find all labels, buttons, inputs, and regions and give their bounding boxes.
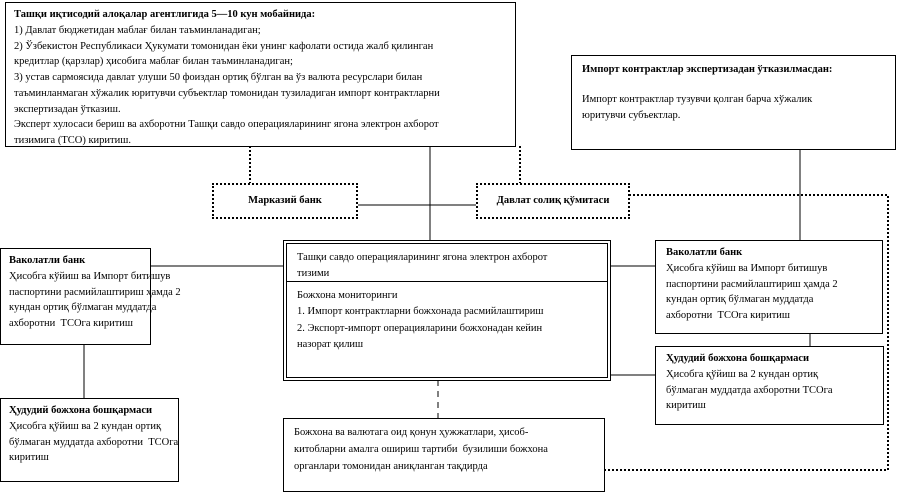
agency-expertise-line: таъминланмаган хўжалик юритувчи субъектлар томонидан тузиладиган импорт контрактларни xyxy=(14,87,440,99)
tax-committee-label: Давлат солиқ қўмитаси xyxy=(496,195,610,207)
left-bank-line: паспортини расмийлаштириш ҳамда 2 xyxy=(9,286,181,298)
right-bank-line: Ҳисобга кўйиш ва Импорт битишув xyxy=(666,262,828,274)
left-authorized-bank-box xyxy=(0,248,181,345)
left-regional-customs-box xyxy=(0,398,179,482)
violation-box xyxy=(283,418,605,492)
no-expertise-line: Импорт контрактлар тузувчи қолган барча хўжалик xyxy=(582,93,813,105)
no-expertise-line: юритувчи субъектлар. xyxy=(582,109,681,121)
right-bank-line: паспортини расмийлаштириш ҳамда 2 xyxy=(666,278,838,290)
agency-expertise-line: Эксперт хулосаси бериш ва ахборотни Ташқи савдо операцияларининг ягона электрон ахборот xyxy=(14,119,439,131)
left-bank-line: Ҳисобга кўйиш ва Импорт битишув xyxy=(9,270,171,282)
monitoring-title: Божхона мониторинги xyxy=(297,290,398,301)
right-customs-line: киритиш xyxy=(666,400,706,412)
no-expertise-box xyxy=(571,55,896,150)
violation-line: китобларни амалга ошириш тартиби бузилиши божхона xyxy=(294,443,548,455)
left-bank-title: Ваколатли банк xyxy=(9,255,86,266)
violation-line: органлари томонидан аниқланган тақдирда xyxy=(294,460,488,472)
tax-committee-box xyxy=(476,183,630,219)
system-title-line: тизими xyxy=(297,267,330,279)
system-title-line: Ташқи савдо операцияларининг ягона электрон ахборот xyxy=(297,252,548,263)
right-authorized-bank-box xyxy=(655,240,883,334)
right-bank-title: Ваколатли банк xyxy=(666,247,743,258)
right-bank-line: кундан ортиқ бўлмаган муддатда xyxy=(666,294,814,306)
right-customs-line: Ҳисобга қўйиш ва 2 кундан ортиқ xyxy=(666,368,819,380)
right-customs-line: бўлмаган муддатда ахборотни ТСОга xyxy=(666,384,833,396)
central-bank-box xyxy=(212,183,358,219)
customs-monitoring-section xyxy=(287,282,607,359)
left-customs-line: бўлмаган муддатда ахборотни ТСОга xyxy=(9,436,179,448)
right-customs-title: Ҳудудий божхона бошқармаси xyxy=(666,353,810,364)
monitoring-line: 1. Импорт контрактларни божхонада расмийлаштириш xyxy=(297,306,544,318)
left-bank-line: кундан ортиқ бўлмаган муддатда xyxy=(9,302,157,314)
right-regional-customs-box xyxy=(655,346,884,425)
left-customs-line: киритиш xyxy=(9,452,49,464)
left-customs-title: Ҳудудий божхона бошқармаси xyxy=(9,405,153,416)
agency-expertise-line: 1) Давлат бюджетидан маблағ билан таъминланадиган; xyxy=(14,24,261,36)
agency-expertise-line: 2) Ўзбекистон Республикаси Ҳукумати томонидан ёки унинг кафолати остида жалб қилинган xyxy=(14,40,434,52)
agency-expertise-line: тизимига (ТСО) киритиш. xyxy=(14,135,131,146)
agency-expertise-line: кредитлар (қарзлар) ҳисобига маблағ билан таъминланадиган; xyxy=(14,56,293,68)
violation-line: Божхона ва валютага оид қонун ҳужжатлари, ҳисоб- xyxy=(294,427,529,438)
no-expertise-title: Импорт контрактлар экспертизадан ўтказилмасдан: xyxy=(582,64,833,75)
agency-expertise-line: экспертизадан ўтказиш. xyxy=(14,103,121,115)
monitoring-line: назорат қилиш xyxy=(297,338,364,350)
unified-system-box xyxy=(283,240,611,381)
agency-expertise-title: Ташқи иқтисодий алоқалар агентлигида 5—10 кун мобайнида: xyxy=(14,9,316,20)
left-bank-line: ахборотни ТСОга киритиш xyxy=(9,318,134,329)
right-bank-line: ахборотни ТСОга киритиш xyxy=(666,310,791,321)
agency-expertise-line: 3) устав сармоясида давлат улуши 50 фоиздан ортиқ бўлган ва ўз валюта ресурслари билан xyxy=(14,72,423,83)
left-customs-line: Ҳисобга қўйиш ва 2 кундан ортиқ xyxy=(9,420,162,432)
central-bank-label: Марказий банк xyxy=(248,195,322,207)
agency-expertise-box xyxy=(5,2,516,147)
unified-system-title xyxy=(287,244,607,282)
monitoring-line: 2. Экспорт-импорт операцияларини божхонадан кейин xyxy=(297,322,543,334)
